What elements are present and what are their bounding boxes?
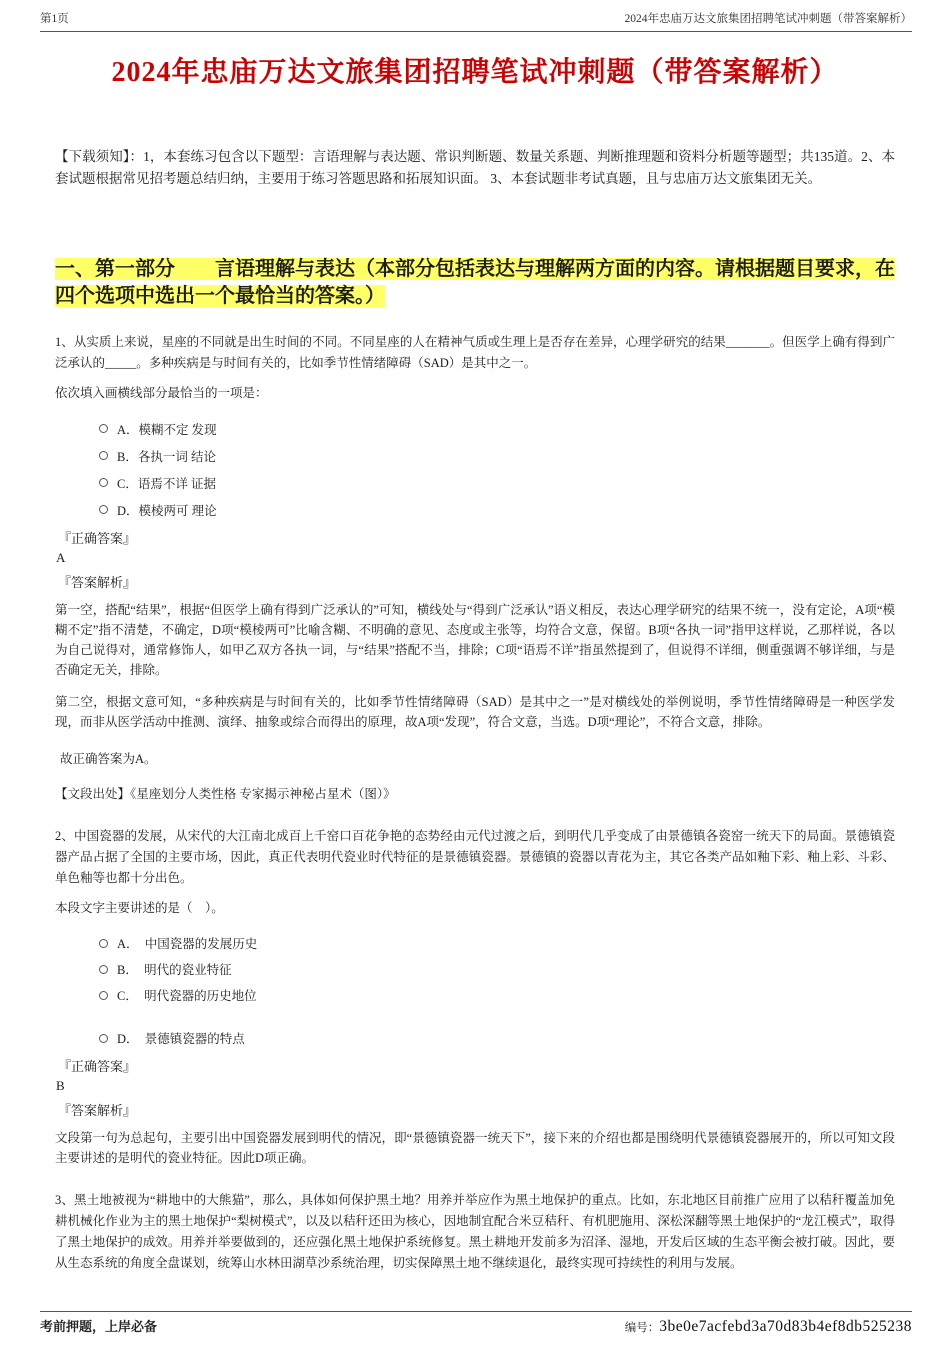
question-1-options	[99, 415, 895, 523]
correct-answer-label: 『正确答案』	[58, 1059, 137, 1074]
question-1-prompt: 依次填入画横线部分最恰当的一项是：	[55, 386, 268, 400]
header-doc-title: 2024年忠庙万达文旅集团招聘笔试冲刺题（带答案解析）	[624, 13, 912, 25]
option-label: D．模棱两可 理论	[117, 503, 217, 518]
document-title: 2024年忠庙万达文旅集团招聘笔试冲刺题（带答案解析）	[111, 57, 839, 88]
page-number: 第1页	[40, 13, 69, 25]
question-1-option-a[interactable]	[99, 415, 895, 442]
correct-answer-label: 『正确答案』	[58, 531, 137, 546]
option-label: A．模糊不定 发现	[117, 422, 217, 437]
page-header	[40, 0, 912, 32]
question-2-option-c[interactable]	[99, 982, 895, 1008]
question-1-option-d[interactable]	[99, 496, 895, 523]
question-1-analysis-conclusion: 故正确答案为A。	[60, 752, 157, 766]
footer-code-value: 3be0e7acfebd3a70d83b4ef8db525238	[659, 1318, 912, 1335]
question-3	[55, 1190, 895, 1274]
question-1-stem: 1、从实质上来说，星座的不同就是出生时间的不同。不同星座的人在精神气质或生理上是否存在差异，心理学研究的结果_______。但医学上确有得到广泛承认的_____。多种疾病是与时间有关的，比如季节性情绪障碍（SAD）是其中之一。	[55, 335, 895, 370]
question-2-analysis-p1: 文段第一句为总起句，主要引出中国瓷器发展到明代的情况，即“景德镇瓷器一统天下”，接下来的介绍也都是围绕明代景德镇瓷器展开的，所以可知文段主要讲述的是明代的瓷业特征。因此D项正确。	[55, 1131, 895, 1165]
analysis-label: 『答案解析』	[58, 1103, 137, 1118]
radio-icon[interactable]	[99, 424, 108, 433]
question-1-option-b[interactable]	[99, 442, 895, 469]
footer-slogan: 考前押题，上岸必备	[40, 1319, 158, 1334]
question-1-analysis-p1: 第一空，搭配“结果”，根据“但医学上确有得到广泛承认的”可知，横线处与“得到广泛承认”语义相反，表达心理学研究的结果不统一，没有定论，A项“模糊不定”指不清楚，不确定，D项“模棱两可”比喻含糊、不明确的意见、态度或主张等，均符合文意，保留。B项“各执一词”指甲这样说，乙那样说，各以为自己说得对，通常修饰人，如甲乙双方各执一词，与“结果”搭配不当，排除；C项“语焉不详”指虽然提到了，但说得不详细，侧重强调不够详细，与是否确定无关，排除。	[55, 603, 895, 677]
option-label: D． 景德镇瓷器的特点	[117, 1032, 245, 1046]
question-2	[55, 826, 895, 1168]
question-1	[55, 332, 895, 804]
question-2-prompt: 本段文字主要讲述的是（ ）。	[55, 901, 224, 915]
question-2-answer: B	[56, 1078, 65, 1093]
question-1-answer: A	[56, 550, 66, 565]
radio-icon[interactable]	[99, 991, 108, 1000]
page-footer	[40, 1311, 912, 1336]
question-1-option-c[interactable]	[99, 469, 895, 496]
radio-icon[interactable]	[99, 478, 108, 487]
question-2-stem: 2、中国瓷器的发展，从宋代的大江南北成百上千窑口百花争艳的态势经由元代过渡之后，到明代几乎变成了由景德镇各瓷窑一统天下的局面。景德镇瓷器产品占据了全国的主要市场，因此，真正代表明代瓷业时代特征的是景德镇瓷器。景德镇的瓷器以青花为主，其它各类产品如釉下彩、釉上彩、斗彩、单色釉等也都十分出色。	[55, 829, 895, 885]
question-2-option-d[interactable]	[99, 1025, 895, 1051]
option-label: B．各执一词 结论	[117, 449, 216, 464]
radio-icon[interactable]	[99, 965, 108, 974]
question-1-source: 【文段出处】《星座划分人类性格 专家揭示神秘占星术（图）》	[55, 787, 396, 801]
section-heading-text: 一、第一部分 言语理解与表达（本部分包括表达与理解两方面的内容。请根据题目要求，在四个选项中选出一个最恰当的答案。）	[55, 258, 895, 307]
footer-code-label: 编号：	[624, 1322, 660, 1334]
radio-icon[interactable]	[99, 451, 108, 460]
question-2-option-a[interactable]	[99, 930, 895, 956]
option-label: A． 中国瓷器的发展历史	[117, 937, 258, 951]
option-label: C．语焉不详 证据	[117, 476, 216, 491]
option-label: B． 明代的瓷业特征	[117, 963, 232, 977]
radio-icon[interactable]	[99, 939, 108, 948]
question-1-analysis-p2: 第二空，根据文意可知，“多种疾病是与时间有关的，比如季节性情绪障碍（SAD）是其中之一”是对横线处的举例说明，季节性情绪障碍是一种医学发现，而非从医学活动中推测、演绎、抽象或综合而得出的原理，故A项“发现”，符合文意，当选。D项“理论”，不符合文意，排除。	[55, 695, 895, 729]
question-2-options	[99, 930, 895, 1051]
footer-code-group	[625, 1318, 912, 1336]
section-heading	[55, 256, 895, 310]
page-content	[0, 56, 950, 1274]
analysis-label: 『答案解析』	[58, 575, 137, 590]
radio-icon[interactable]	[99, 505, 108, 514]
question-3-stem: 3、黑土地被视为“耕地中的大熊猫”，那么，具体如何保护黑土地？用养并举应作为黑土地保护的重点。比如，东北地区目前推广应用了以秸秆覆盖加免耕机械化作业为主的黑土地保护“梨树模式”，以及以秸秆还田为核心，因地制宜配合米豆秸秆、有机肥施用、深松深翻等黑土地保护的“龙江模式”，取得了黑土地保护的成效。用养并举要做到的，还应强化黑土地保护系统修复。黑土耕地开发前多为沼泽、湿地，开发后区域的生态平衡会被打破。因此，要从生态系统的角度全盘谋划，统筹山水林田湖草沙系统治理，切实保障黑土地不继续退化，最终实现可持续性的利用与发展。	[55, 1193, 895, 1270]
radio-icon[interactable]	[99, 1034, 108, 1043]
download-notice: 【下载须知】：1，本套练习包含以下题型：言语理解与表达题、常识判断题、数量关系题、判断推理题和资料分析题等题型；共135道。2、本套试题根据常见招考题总结归纳，主要用于练习答题思路和拓展知识面。 3、本套试题非考试真题，且与忠庙万达文旅集团无关。	[55, 149, 895, 186]
question-2-option-b[interactable]	[99, 956, 895, 982]
option-label: C． 明代瓷器的历史地位	[117, 989, 257, 1003]
